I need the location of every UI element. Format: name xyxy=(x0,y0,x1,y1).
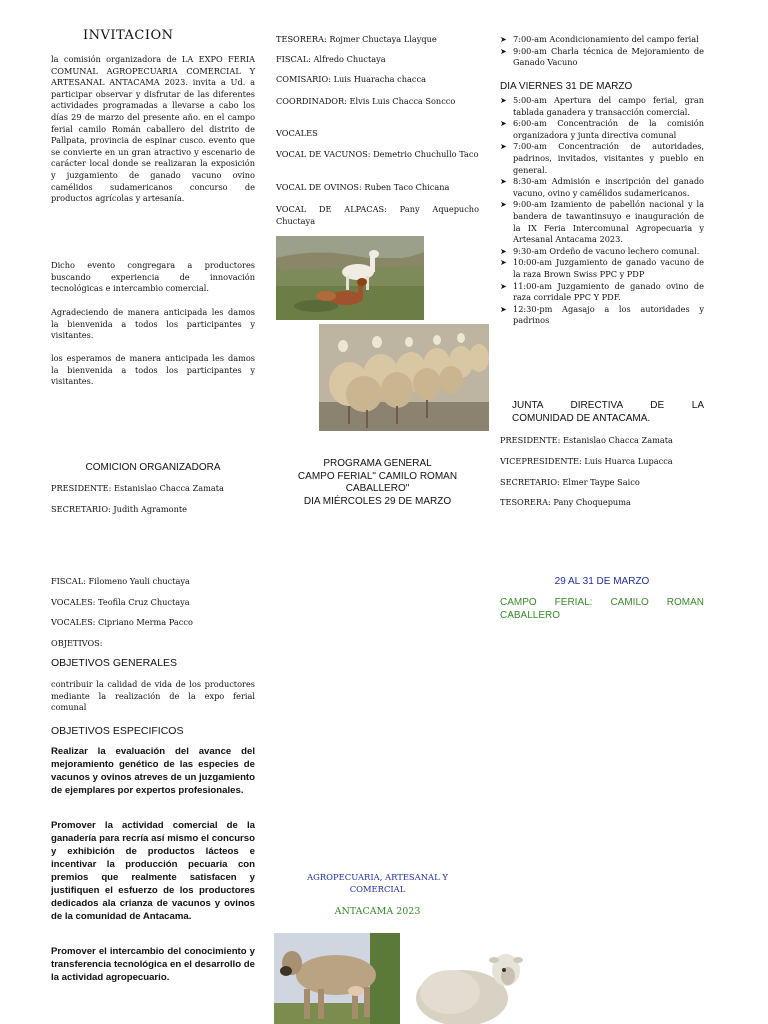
schedule-item-text: 12:30-pm Agasajo a los autoridades y padrinos xyxy=(513,303,704,326)
junta-presidente: PRESIDENTE: Estanislao Chacca Zamata xyxy=(500,435,673,445)
vocal-alpacas-line: VOCAL DE ALPACAS: Pany Aquepucho Chuctaya xyxy=(276,204,479,226)
junta-title-line-2: COMUNIDAD DE ANTACAMA. xyxy=(512,412,651,424)
arrow-bullet-icon: ➤ xyxy=(500,119,507,129)
schedule-day2-list xyxy=(500,95,704,327)
day2-title: DIA VIERNES 31 DE MARZO xyxy=(500,81,633,92)
schedule-item-text: 8:30-am Admisión e inscripción del ganado vacuno, ovino y camélidos sudamericanos. xyxy=(513,176,704,198)
event-dates: 29 AL 31 DE MARZO xyxy=(554,576,650,587)
schedule-item xyxy=(500,176,704,199)
program-heading-line-1: PROGRAMA GENERAL xyxy=(323,458,432,469)
arrow-bullet-icon: ➤ xyxy=(500,304,507,314)
objetivo-especifico-3: Promover el intercambio del conocimiento y transferencia tecnológica en el desarrollo de la actividad agropecuario. xyxy=(51,946,255,983)
arrow-bullet-icon: ➤ xyxy=(500,281,507,291)
schedule-item-text: 7:00-am Concentración de autoridades, padrinos, invitados, visitantes y pueblo en general. xyxy=(513,141,704,175)
schedule-item-text: 10:00-am Juzgamiento de ganado vacuno de la raza Brown Swiss PPC y PDP xyxy=(513,257,704,279)
cover-year: ANTACAMA 2023 xyxy=(334,906,421,917)
schedule-item-text: 7:00-am Acondicionamiento del campo ferial xyxy=(513,34,699,44)
schedule-item xyxy=(500,304,704,327)
invitation-paragraph-2: Dicho evento congregara a productores buscando experiencia de innovación tecnológicas e intercambio comercial. xyxy=(51,260,255,294)
schedule-item xyxy=(500,246,704,258)
objetivo-especifico-2: Promover la actividad comercial de la ganadería para recría así mismo el concurso y exhibición de productos lácteos e incentivar la producción pecuaria con premios que realmente satisfacen y justifiquen el esfuerzo de los productores dedicados ala crianza de vacunos y ovinos de la comunidad de Antacama. xyxy=(51,820,255,922)
coordinador-line: COORDINADOR: Elvis Luis Chacca Soncco xyxy=(276,96,456,106)
cover-subtitle xyxy=(276,872,479,895)
alpaca-herd-photo xyxy=(319,324,489,431)
invitation-paragraph-4: los esperamos de manera anticipada les damos la bienvenida a todos los participantes y visitantes. xyxy=(51,353,255,387)
objetivo-especifico-1: Realizar la evaluación del avance del mejoramiento genético de las especies de vacunos y ovinos atreves de un juzgamiento de ejemplares por expertos profesionales. xyxy=(51,746,255,796)
program-heading-line-4: DIA MIÉRCOLES 29 DE MARZO xyxy=(303,495,452,507)
schedule-item xyxy=(500,118,704,141)
schedule-item-text: 9:00-am Izamiento de pabellón nacional y la bandera de tawantinsuyo e inauguración de la IX Feria Intercomunal Agropecuaria y Artesanal Antacama 2023. xyxy=(513,199,704,245)
schedule-item-text: 9:00-am Charla técnica de Mejoramiento de Ganado Vacuno xyxy=(513,45,704,68)
event-venue: CAMPO FERIAL: CAMILO ROMAN CABALLERO xyxy=(500,597,704,621)
invitation-title: INVITACION xyxy=(83,28,174,43)
vocal-ovinos-line: VOCAL DE OVINOS: Ruben Taco Chicana xyxy=(276,182,450,192)
objetivos-generales-text: contribuir la calidad de vida de los productores mediante la realización de la expo ferial comunal xyxy=(51,679,255,713)
objetivos-label: OBJETIVOS: xyxy=(51,638,103,648)
committee-secretario: SECRETARIO: Judith Agramonte xyxy=(51,504,188,514)
schedule-item xyxy=(500,34,704,46)
schedule-item-text: 9:30-am Ordeño de vacuno lechero comunal. xyxy=(513,245,700,256)
comisario-line: COMISARIO: Luis Huaracha chacca xyxy=(276,74,426,84)
invitation-paragraph-3: Agradeciendo de manera anticipada les damos la bienvenida a todos los participantes y visitantes. xyxy=(51,307,255,341)
tesorera-line: TESORERA: Rojmer Chuctaya Llayque xyxy=(276,34,437,44)
program-heading-line-2: CAMPO FERIAL" CAMILO ROMAN xyxy=(297,470,458,482)
arrow-bullet-icon: ➤ xyxy=(500,258,507,268)
arrow-bullet-icon: ➤ xyxy=(500,35,507,44)
schedule-day1-list xyxy=(500,34,704,69)
committee-title: COMICION ORGANIZADORA xyxy=(85,462,221,473)
junta-title xyxy=(500,400,704,425)
arrow-bullet-icon: ➤ xyxy=(500,96,507,105)
program-heading-line-3: CABALLERO" xyxy=(345,483,410,494)
fiscal-line: FISCAL: Alfredo Chuctaya xyxy=(276,54,386,64)
cover-subtitle-line-2: COMERCIAL xyxy=(349,883,406,894)
vocal-vacunos-line: VOCAL DE VACUNOS: Demetrio Chuchullo Taco xyxy=(276,149,479,159)
arrow-bullet-icon: ➤ xyxy=(500,200,507,210)
schedule-item xyxy=(500,95,704,118)
junta-secretario: SECRETARIO: Elmer Taype Saico xyxy=(500,477,640,487)
junta-tesorera: TESORERA: Pany Choquepuma xyxy=(500,497,631,507)
schedule-item xyxy=(500,46,704,69)
arrow-bullet-icon: ➤ xyxy=(500,177,507,187)
objetivos-generales-title: OBJETIVOS GENERALES xyxy=(51,657,178,669)
vocales-label: VOCALES xyxy=(276,128,318,138)
schedule-item xyxy=(500,141,704,176)
invitation-intro: la comisión organizadora de LA EXPO FERIA COMUNAL AGROPECUARIA COMERCIAL Y ARTESANAL ANTACAMA 2023. invita a Ud. a participar observar y disfrutar de las diferentes actividades programadas a llevarse a cabo los días 29 de marzo del presente año. en el campo ferial camilo Román caballero del distrito de Pallpata, provincia de espinar cusco. evento que se convierte en un gran atractivo y escenario de carácter local donde se realizaran la exposición y juzgamiento de ganado vacuno ovino camélidos sudamericanos concurso de productos agrícolas y artesanía. xyxy=(51,54,255,204)
arrow-bullet-icon: ➤ xyxy=(500,142,507,152)
corriedale-sheep-photo xyxy=(410,948,526,1024)
program-heading xyxy=(276,458,479,508)
schedule-item-text: 11:00-am Juzgamiento de ganado ovino de raza corridale PPC Y PDF. xyxy=(513,280,704,303)
objetivos-especificos-title: OBJETIVOS ESPECIFICOS xyxy=(51,725,184,737)
brown-swiss-cow-photo xyxy=(274,933,400,1024)
schedule-item-text: 5:00-am Apertura del campo ferial, gran tablada ganadera y transacción comercial. xyxy=(513,95,704,117)
junta-title-line-1: JUNTA DIRECTIVA DE LA xyxy=(512,400,704,411)
junta-vicepresidente: VICEPRESIDENTE: Luis Huarca Lupacca xyxy=(500,456,673,466)
committee-presidente: PRESIDENTE: Estanislao Chacca Zamata xyxy=(51,483,224,493)
committee-vocal-2: VOCALES: Cipriano Merma Pacco xyxy=(51,617,193,627)
schedule-item xyxy=(500,257,704,280)
cover-subtitle-line-1: AGROPECUARIA, ARTESANAL Y xyxy=(307,872,448,882)
alpacas-grazing-photo xyxy=(276,236,424,320)
schedule-item-text: 6:00-am Concentración de la comisión organizadora y junta directiva comunal xyxy=(513,118,704,140)
arrow-bullet-icon: ➤ xyxy=(500,246,507,256)
committee-vocal-1: VOCALES: Teofila Cruz Chuctaya xyxy=(51,597,190,607)
arrow-bullet-icon: ➤ xyxy=(500,46,507,56)
committee-fiscal: FISCAL: Filomeno Yauli chuctaya xyxy=(51,576,190,586)
schedule-item xyxy=(500,281,704,304)
schedule-item xyxy=(500,199,704,245)
